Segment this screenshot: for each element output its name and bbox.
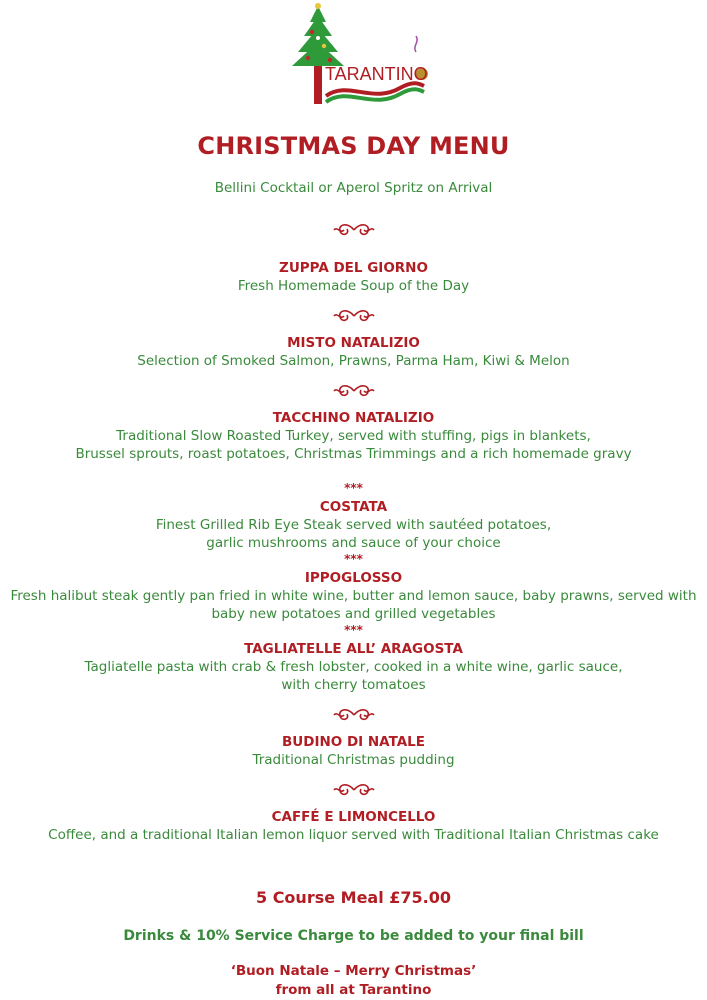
scroll-flourish-ornament xyxy=(330,222,378,238)
course-misto-name: MISTO NATALIZIO xyxy=(287,335,420,351)
closing-greeting: ‘Buon Natale – Merry Christmas’ xyxy=(230,963,477,979)
course-tagliatelle-desc-2: with cherry tomatoes xyxy=(281,677,426,693)
scroll-flourish-ornament xyxy=(330,308,378,324)
course-tagliatelle-desc-1: Tagliatelle pasta with crab & fresh lobster, cooked in a white wine, garlic sauce, xyxy=(84,659,623,675)
course-zuppa-name: ZUPPA DEL GIORNO xyxy=(279,260,428,276)
separator-stars: *** xyxy=(344,623,363,637)
course-tacchino-desc-2: Brussel sprouts, roast potatoes, Christmas Trimmings and a rich homemade gravy xyxy=(75,446,632,462)
scroll-flourish-ornament xyxy=(330,782,378,798)
course-misto-desc: Selection of Smoked Salmon, Prawns, Parma Ham, Kiwi & Melon xyxy=(137,353,570,369)
course-caffe-name: CAFFÉ E LIMONCELLO xyxy=(271,809,436,825)
logo-brand-text: TARANTINO xyxy=(325,64,428,84)
course-tagliatelle-name: TAGLIATELLE ALL’ ARAGOSTA xyxy=(244,641,463,657)
closing-signoff: from all at Tarantino xyxy=(275,982,432,998)
course-costata-name: COSTATA xyxy=(319,499,388,515)
scroll-flourish-ornament xyxy=(330,383,378,399)
price-line: 5 Course Meal £75.00 xyxy=(255,888,452,907)
course-zuppa-desc: Fresh Homemade Soup of the Day xyxy=(237,278,470,294)
course-costata-desc-2: garlic mushrooms and sauce of your choice xyxy=(206,535,501,551)
course-budino-name: BUDINO DI NATALE xyxy=(281,734,425,750)
menu-title: CHRISTMAS DAY MENU xyxy=(197,132,510,160)
course-costata-desc-1: Finest Grilled Rib Eye Steak served with sautéed potatoes, xyxy=(155,517,552,533)
course-tacchino-name: TACCHINO NATALIZIO xyxy=(272,410,435,426)
course-tacchino-desc-1: Traditional Slow Roasted Turkey, served with stuffing, pigs in blankets, xyxy=(116,428,591,444)
course-ippoglosso-name: IPPOGLOSSO xyxy=(304,570,403,586)
christmas-tree-logo xyxy=(288,2,433,110)
scroll-flourish-ornament xyxy=(330,707,378,723)
course-budino-desc: Traditional Christmas pudding xyxy=(252,752,455,768)
service-charge-note: Drinks & 10% Service Charge to be added to your final bill xyxy=(123,928,584,944)
arrival-drink: Bellini Cocktail or Aperol Spritz on Arrival xyxy=(214,180,493,196)
separator-stars: *** xyxy=(344,552,363,566)
course-caffe-desc: Coffee, and a traditional Italian lemon liquor served with Traditional Italian Christmas cake xyxy=(48,827,659,843)
separator-stars: *** xyxy=(344,481,363,495)
course-ippoglosso-desc-1: Fresh halibut steak gently pan fried in white wine, butter and lemon sauce, baby prawns, served with xyxy=(10,588,697,604)
course-ippoglosso-desc-2: baby new potatoes and grilled vegetables xyxy=(211,606,496,622)
